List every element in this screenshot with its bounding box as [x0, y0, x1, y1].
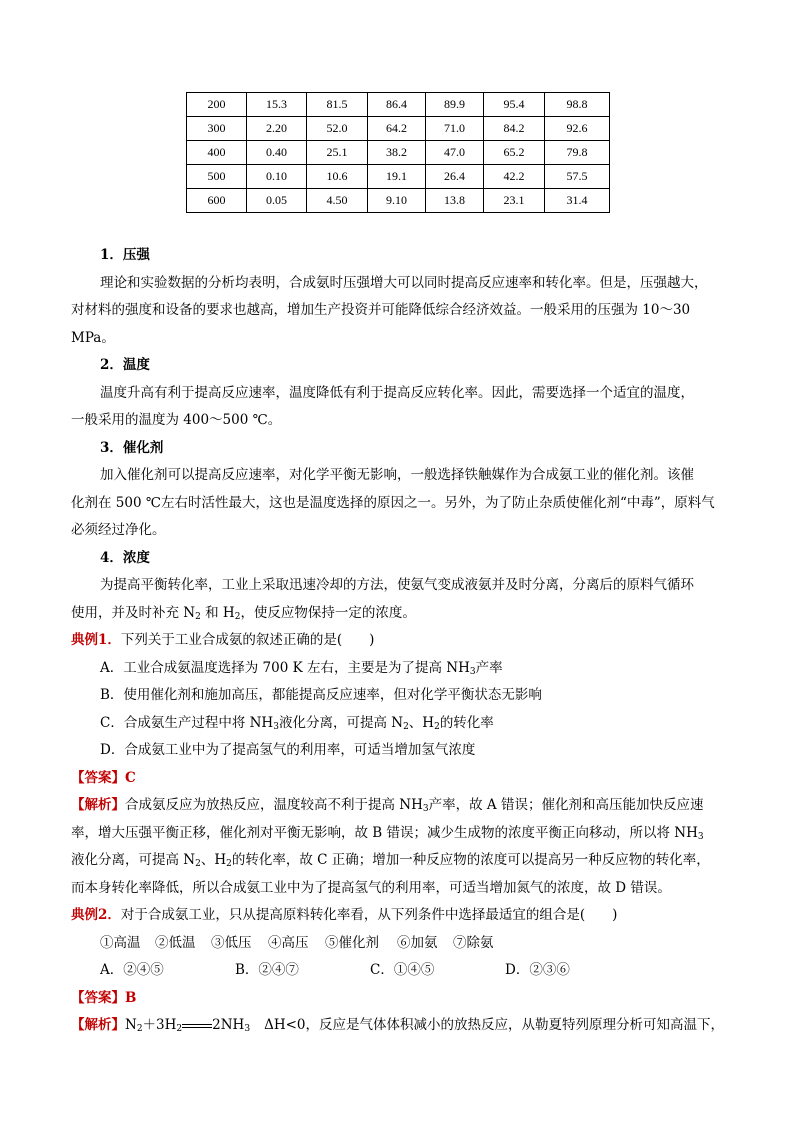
subscript: 2 — [226, 859, 232, 869]
example-2-question — [71, 902, 731, 930]
table-cell: 2.20 — [247, 117, 307, 141]
option-item: A．②④⑤ — [100, 962, 164, 978]
table-cell: 400 — [187, 141, 247, 165]
subscript: 2 — [234, 611, 241, 622]
paragraph-line: 对材料的强度和设备的要求也越高，增加生产投资并可能降低综合经济效益。一般采用的压强为 10～30 — [71, 302, 691, 318]
paragraph-line: 一般采用的温度为 400～500 ℃。 — [71, 412, 282, 428]
question-text: 下列关于工业合成氨的叙述正确的是( ) — [120, 632, 375, 648]
condition-item: ①高温 — [100, 934, 141, 951]
table-row — [187, 117, 610, 141]
section-heading-temperature: 2．温度 — [100, 357, 150, 373]
example-label: 典例2． — [71, 907, 121, 923]
paragraph-line: 加入催化剂可以提高反应速率，对化学平衡无影响，一般选择铁触媒作为合成氨工业的催化剂。该催 — [100, 467, 694, 483]
body-text — [71, 242, 731, 1040]
table-cell: 92.6 — [545, 117, 610, 141]
answer-value: C — [125, 769, 136, 786]
paragraph-line — [71, 600, 731, 628]
text-span: 、H — [408, 714, 435, 731]
subscript: 2 — [403, 721, 409, 732]
condition-item: ⑥加氨 — [397, 934, 438, 951]
subscript: 2 — [195, 611, 201, 622]
analysis-line — [71, 792, 731, 820]
text-span: 的转化率 — [439, 714, 494, 731]
table-cell: 81.5 — [307, 93, 368, 117]
analysis-label: 【解析】 — [71, 1017, 125, 1033]
table-cell: 52.0 — [307, 117, 368, 141]
option-b: B．使用催化剂和施加高压，都能提高反应速率，但对化学平衡状态无影响 — [100, 687, 542, 703]
paragraph-line: 为提高平衡转化率，工业上采取迅速冷却的方法，使氨气变成液氨并及时分离，分离后的原料气循环 — [100, 577, 694, 593]
table-cell: 84.2 — [484, 117, 545, 141]
condition-item: ③低压 — [211, 934, 252, 951]
paragraph-line: 温度升高有利于提高反应速率，温度降低有利于提高反应转化率。因此，需要选择一个适宜的温度， — [100, 384, 694, 401]
table-cell: 79.8 — [545, 141, 610, 165]
text-span: ，使反应物保持一定的浓度。 — [240, 604, 416, 621]
section-heading-pressure: 1．压强 — [100, 247, 150, 263]
condition-item: ⑦除氨 — [453, 934, 494, 951]
table-cell: 0.40 — [247, 141, 307, 165]
subscript: 3 — [469, 666, 476, 677]
table-row — [187, 141, 610, 165]
condition-item: ④高压 — [268, 934, 309, 951]
table-cell: 89.9 — [426, 93, 484, 117]
text-span: 和 H — [200, 604, 235, 621]
analysis-line — [71, 847, 731, 875]
paragraph-line: 理论和实验数据的分析均表明，合成氨时压强增大可以同时提高反应速率和转化率。但是，压强越大， — [100, 274, 708, 291]
subscript: 2 — [195, 859, 201, 869]
answer-value: B — [125, 989, 137, 1006]
subscript: 3 — [244, 1024, 251, 1034]
answer-label: 【答案】 — [71, 769, 125, 786]
subscript: 3 — [697, 831, 704, 842]
section-heading-catalyst: 3．催化剂 — [100, 439, 164, 456]
option-item: B．②④⑦ — [235, 962, 299, 978]
equilibrium-data-table — [186, 92, 610, 213]
text-span: 的转化率，故 C 正确；增加一种反应物的浓度可以提高另一种反应物的转化率， — [231, 852, 710, 868]
text-span: ΔH<0，反应是气体体积减小的放热反应，从勒夏特列原理分析可知高温下， — [264, 1017, 725, 1033]
text-span: 2NH — [212, 1017, 245, 1033]
table-cell: 42.2 — [484, 165, 545, 189]
table-cell: 98.8 — [545, 93, 610, 117]
table-row — [187, 165, 610, 189]
table-cell: 38.2 — [368, 141, 426, 165]
table-cell: 0.05 — [247, 189, 307, 213]
table-cell: 86.4 — [368, 93, 426, 117]
table-cell: 200 — [187, 93, 247, 117]
option-item: C．①④⑤ — [370, 962, 435, 978]
table-cell: 26.4 — [426, 165, 484, 189]
text-span: ＋3H — [142, 1017, 177, 1033]
table-cell: 47.0 — [426, 141, 484, 165]
paragraph-line: 必须经过净化。 — [71, 522, 166, 538]
condition-list — [71, 930, 731, 958]
text-span: 合成氨反应为放热反应，温度较高不利于提高 NH — [125, 797, 423, 813]
text-span: 、H — [200, 852, 227, 868]
text-span: 使用，并及时补充 N — [71, 604, 196, 621]
subscript: 2 — [434, 721, 440, 732]
table-cell: 95.4 — [484, 93, 545, 117]
question-text: 对于合成氨工业，只从提高原料转化率看，从下列条件中选择最适宜的组合是( ) — [120, 907, 618, 923]
table-cell: 13.8 — [426, 189, 484, 213]
subscript: 2 — [136, 1024, 143, 1034]
subscript: 2 — [176, 1024, 183, 1034]
table-cell: 500 — [187, 165, 247, 189]
table-cell: 57.5 — [545, 165, 610, 189]
table-row — [187, 93, 610, 117]
paragraph-line: MPa。 — [71, 329, 115, 346]
example-label: 典例1． — [71, 632, 121, 648]
table-cell: 65.2 — [484, 141, 545, 165]
option-d: D．合成氨工业中为了提高氢气的利用率，可适当增加氢气浓度 — [100, 742, 476, 758]
table-cell: 10.6 — [307, 165, 368, 189]
table-cell: 64.2 — [368, 117, 426, 141]
text-span: C．合成氨生产过程中将 NH — [100, 714, 274, 731]
table-cell: 25.1 — [307, 141, 368, 165]
table-cell: 19.1 — [368, 165, 426, 189]
option-list — [71, 957, 731, 985]
section-heading-concentration: 4．浓度 — [100, 549, 150, 566]
text-span: 液化分离，可提高 N — [278, 714, 404, 731]
answer-line — [71, 985, 731, 1013]
table-cell: 9.10 — [368, 189, 426, 213]
table-row — [187, 189, 610, 213]
table-cell: 0.10 — [247, 165, 307, 189]
table-cell: 600 — [187, 189, 247, 213]
table-cell: 4.50 — [307, 189, 368, 213]
analysis-line — [71, 1012, 731, 1040]
equilibrium-arrow-icon — [182, 1021, 212, 1031]
option-a — [71, 655, 731, 683]
table-cell: 23.1 — [484, 189, 545, 213]
table-cell: 31.4 — [545, 189, 610, 213]
analysis-label: 【解析】 — [71, 797, 125, 813]
option-c — [71, 710, 731, 738]
subscript: 3 — [422, 804, 429, 814]
text-span: 产率，故 A 错误；催化剂和高压能加快反应速 — [428, 797, 704, 813]
analysis-line — [71, 820, 731, 848]
text-span: A．工业合成氨温度选择为 700 K 左右，主要是为了提高 NH — [100, 659, 470, 676]
option-item: D．②③⑥ — [505, 962, 570, 978]
text-span: 产率 — [475, 659, 503, 676]
text-span: 液化分离，可提高 N — [71, 852, 196, 868]
table-cell: 15.3 — [247, 93, 307, 117]
text-span: 率，增大压强平衡正移，催化剂对平衡无影响，故 B 错误；减少生成物的浓度平衡正向移动，所以将 NH — [71, 824, 698, 841]
condition-item: ⑤催化剂 — [325, 934, 379, 951]
table-cell: 71.0 — [426, 117, 484, 141]
text-span: N — [125, 1017, 137, 1033]
condition-item: ②低温 — [155, 934, 196, 951]
analysis-line: 而本身转化率降低，所以合成氨工业中为了提高氢气的利用率，可适当增加氮气的浓度，故 D 错误。 — [71, 879, 671, 896]
answer-line — [71, 765, 731, 793]
paragraph-line: 化剂在 500 ℃左右时活性最大，这也是温度选择的原因之一。另外，为了防止杂质使催化剂“中毒”，原料气 — [71, 494, 715, 511]
example-1-question — [71, 627, 731, 655]
answer-label: 【答案】 — [71, 989, 125, 1006]
table-cell: 300 — [187, 117, 247, 141]
subscript: 3 — [273, 721, 279, 732]
